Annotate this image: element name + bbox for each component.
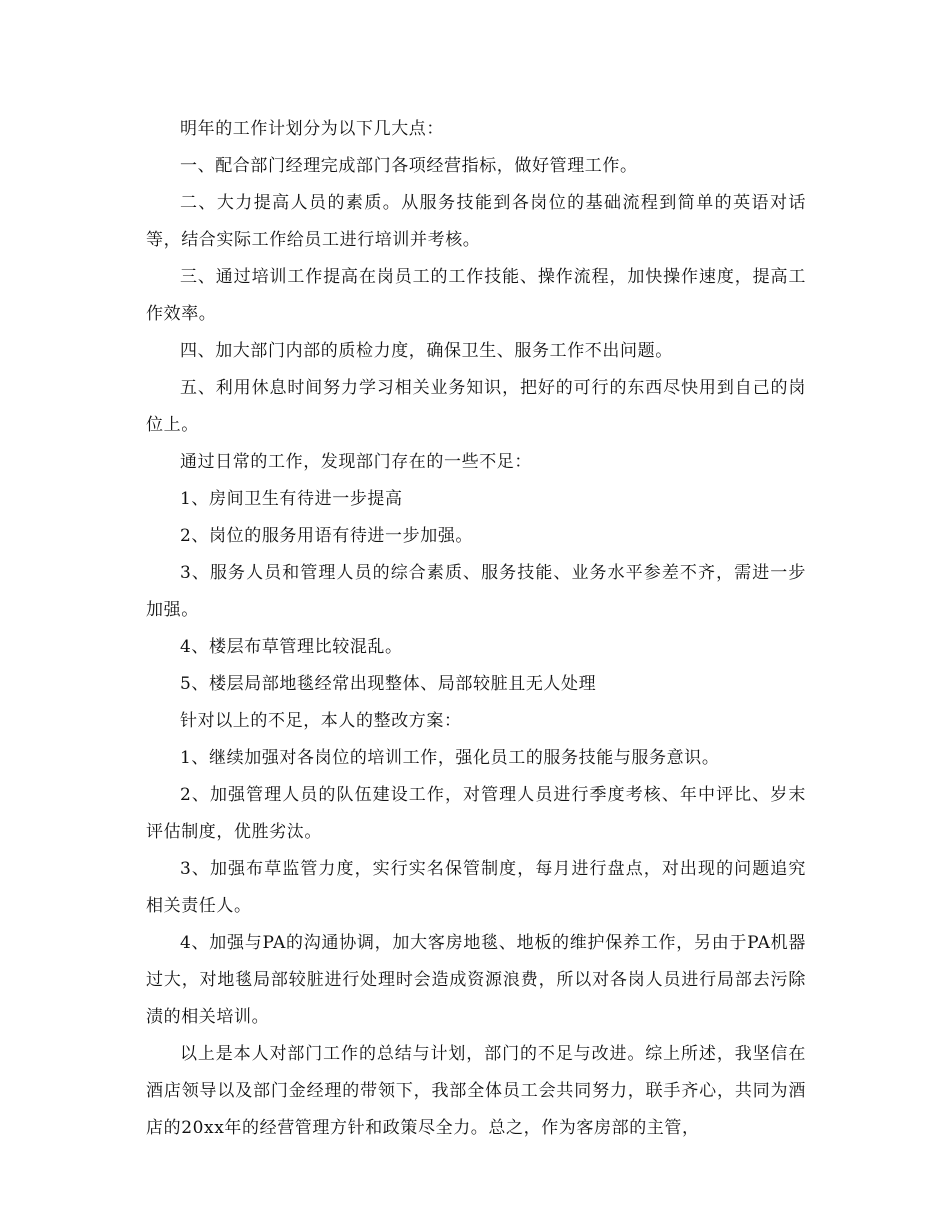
rectification-item-3: 3、加强布草监管力度，实行实名保管制度，每月进行盘点，对出现的问题追究相关责任人。 [146, 859, 806, 916]
rectification-item-4: 4、加强与PA的沟通协调，加大客房地毯、地板的维护保养工作，另由于PA机器过大，对地毯局部较脏进行处理时会造成资源浪费，所以对各岗人员进行局部去污除渍的相关培训。 [146, 933, 806, 1027]
document-body [146, 111, 806, 1147]
rectification-item-1: 1、继续加强对各岗位的培训工作，强化员工的服务技能与服务意识。 [180, 748, 720, 768]
shortcoming-item-4: 4、楼层布草管理比较混乱。 [180, 637, 403, 657]
plan-item-2: 二、大力提高人员的素质。从服务技能到各岗位的基础流程到简单的英语对话等，结合实际工作给员工进行培训并考核。 [146, 193, 806, 250]
shortcoming-item-1: 1、房间卫生有待进一步提高 [180, 489, 403, 509]
summary-paragraph: 以上是本人对部门工作的总结与计划，部门的不足与改进。综上所述，我坚信在酒店领导以及部门金经理的带领下，我部全体员工会共同努力，联手齐心，共同为酒店的20xx年的经营管理方针和政策尽全力。总之，作为客房部的主管， [146, 1044, 806, 1138]
plan-item-4: 四、加大部门内部的质检力度，确保卫生、服务工作不出问题。 [180, 341, 673, 361]
rectification-item-2: 2、加强管理人员的队伍建设工作，对管理人员进行季度考核、年中评比、岁末评估制度，优胜劣汰。 [146, 785, 806, 842]
shortcomings-intro: 通过日常的工作，发现部门存在的一些不足： [180, 452, 532, 472]
plan-item-3: 三、通过培训工作提高在岗员工的工作技能、操作流程，加快操作速度，提高工作效率。 [146, 267, 806, 324]
plan-item-5: 五、利用休息时间努力学习相关业务知识，把好的可行的东西尽快用到自己的岗位上。 [146, 378, 806, 435]
shortcoming-item-2: 2、岗位的服务用语有待进一步加强。 [180, 526, 474, 546]
work-plan-intro: 明年的工作计划分为以下几大点： [180, 119, 444, 139]
plan-item-1: 一、配合部门经理完成部门各项经营指标，做好管理工作。 [180, 156, 638, 176]
rectification-intro: 针对以上的不足，本人的整改方案： [180, 711, 462, 731]
shortcoming-item-3: 3、服务人员和管理人员的综合素质、服务技能、业务水平参差不齐，需进一步加强。 [146, 563, 806, 620]
shortcoming-item-5: 5、楼层局部地毯经常出现整体、局部较脏且无人处理 [180, 674, 597, 694]
